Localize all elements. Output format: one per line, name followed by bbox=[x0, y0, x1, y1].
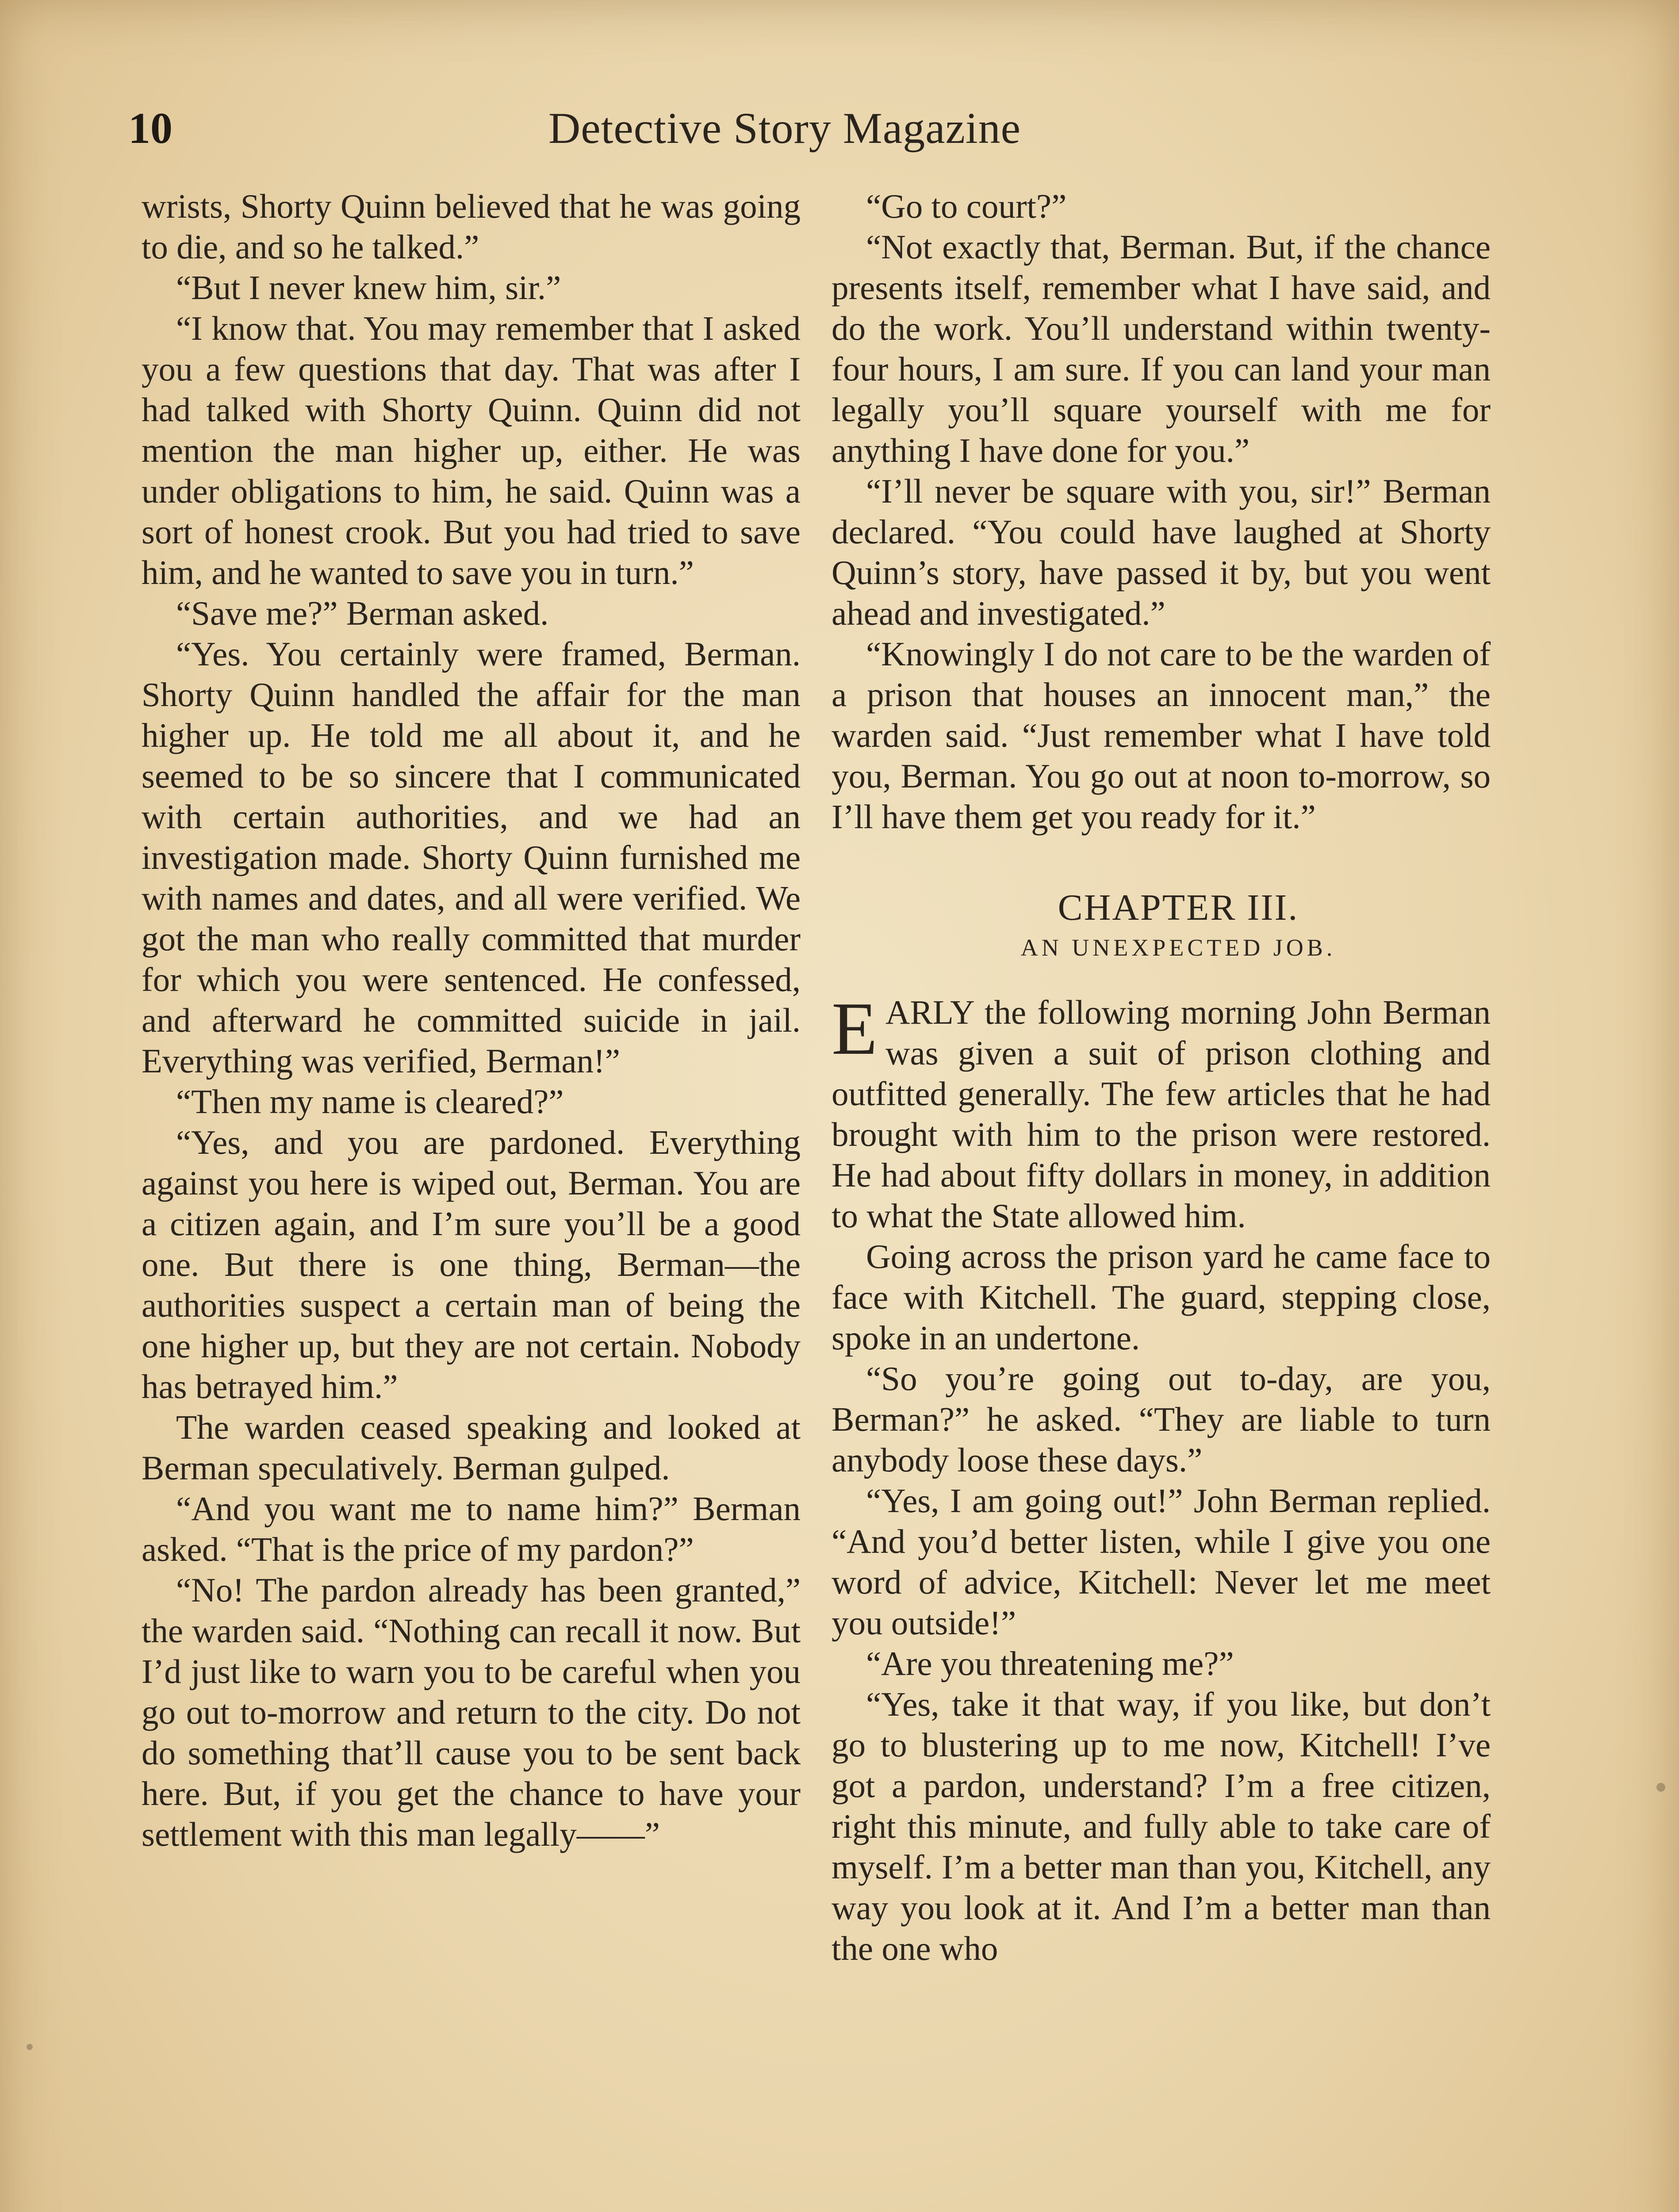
left-column bbox=[142, 186, 801, 1855]
paragraph: Going across the prison yard he came face to face with Kitchell. The guard, stepping close, spoke in an undertone. bbox=[832, 1237, 1491, 1357]
ink-speck bbox=[27, 2044, 33, 2050]
paragraph: wrists, Shorty Quinn believed that he was going to die, and so he talked.” bbox=[142, 187, 801, 266]
ink-speck bbox=[1656, 1783, 1665, 1792]
chapter-heading-block bbox=[832, 886, 1491, 965]
right-column bbox=[832, 186, 1491, 1969]
paragraph: “Save me?” Berman asked. bbox=[176, 594, 549, 632]
page-number: 10 bbox=[128, 104, 172, 153]
paragraph: “Yes. You certainly were framed, Berman. Shorty Quinn handled the affair for the man higher up. He told me all about it, and he seemed to be so sincere that I communicated with certain authorities, and we had an investigation made. Shorty Quinn furnished me with names and dates, and all were verified. We got the man who really committed that murder for which you were sentenced. He confessed, and afterward he committed suicide in jail. Everything was verified, Berman!” bbox=[142, 635, 801, 1080]
paragraph: “Then my name is cleared?” bbox=[176, 1083, 564, 1121]
paragraph: “Not exactly that, Berman. But, if the chance presents itself, remember what I have said, and do the work. You’ll understand within twenty-four hours, I am sure. If you can land your man legally you’ll square yourself with me for anything I have done for you.” bbox=[832, 228, 1491, 469]
paragraph: “Knowingly I do not care to be the warden of a prison that houses an innocent man,” the warden said. “Just remember what I have told you, Berman. You go out at noon to-morrow, so I’ll have them get you ready for it.” bbox=[832, 635, 1491, 836]
magazine-title: Detective Story Magazine bbox=[548, 104, 1021, 153]
running-head bbox=[128, 102, 1522, 155]
opening-text: ARLY the following morning John Berman was given a suit of prison clothing and outfitted generally. The few articles that he had brought with him to the prison were restored. He had about fifty dollars in money, in addition to what the State allowed him. bbox=[832, 993, 1491, 1235]
paragraph: “I’ll never be square with you, sir!” Berman declared. “You could have laughed at Shorty Quinn’s story, have passed it by, but you went ahead and investigated.” bbox=[832, 472, 1491, 632]
paragraph: “Yes, take it that way, if you like, but don’t go to blustering up to me now, Kitchell! I’ve got a pardon, understand? I’m a free citizen, right this minute, and fully able to take care of myself. I’m a better man than you, Kitchell, any way you look at it. And I’m a better man than the one who bbox=[832, 1685, 1491, 1967]
paragraph: “And you want me to name him?” Berman asked. “That is the price of my pardon?” bbox=[142, 1490, 801, 1568]
paragraph: “Yes, and you are pardoned. Everything against you here is wiped out, Berman. You are a citizen again, and I’m sure you’ll be a good one. But there is one thing, Berman—the authorities suspect a certain man of being the one higher up, but they are not certain. Nobody has betrayed him.” bbox=[142, 1123, 801, 1406]
paragraph: “So you’re going out to-day, are you, Berman?” he asked. “They are liable to turn anybody loose these days.” bbox=[832, 1359, 1491, 1479]
chapter-subtitle: AN UNEXPECTED JOB. bbox=[1020, 934, 1336, 961]
drop-cap: E bbox=[832, 987, 878, 1070]
paragraph: “Yes, I am going out!” John Berman replied. “And you’d better listen, while I give you one word of advice, Kitchell: Never let me meet you outside!” bbox=[832, 1482, 1491, 1642]
paragraph: “No! The pardon already has been granted,” the warden said. “Nothing can recall it now. But I’d just like to warn you to be careful when you go out to-morrow and return to the city. Do not do something that’ll cause you to be sent back here. But, if you get the chance to have your settlement with this man legally——” bbox=[142, 1571, 801, 1853]
paragraph: “But I never knew him, sir.” bbox=[176, 269, 561, 307]
paragraph: “I know that. You may remember that I asked you a few questions that day. That was after I had talked with Shorty Quinn. Quinn did not mention the man higher up, either. He was under obligations to him, he said. Quinn was a sort of honest crook. But you had tried to save him, and he wanted to save you in turn.” bbox=[142, 309, 801, 591]
chapter-heading: CHAPTER III. bbox=[1058, 887, 1299, 928]
paragraph: “Go to court?” bbox=[866, 187, 1067, 225]
paragraph: “Are you threatening me?” bbox=[866, 1644, 1234, 1682]
opening-paragraph bbox=[832, 987, 1491, 1236]
paragraph: The warden ceased speaking and looked at Berman speculatively. Berman gulped. bbox=[142, 1408, 801, 1487]
